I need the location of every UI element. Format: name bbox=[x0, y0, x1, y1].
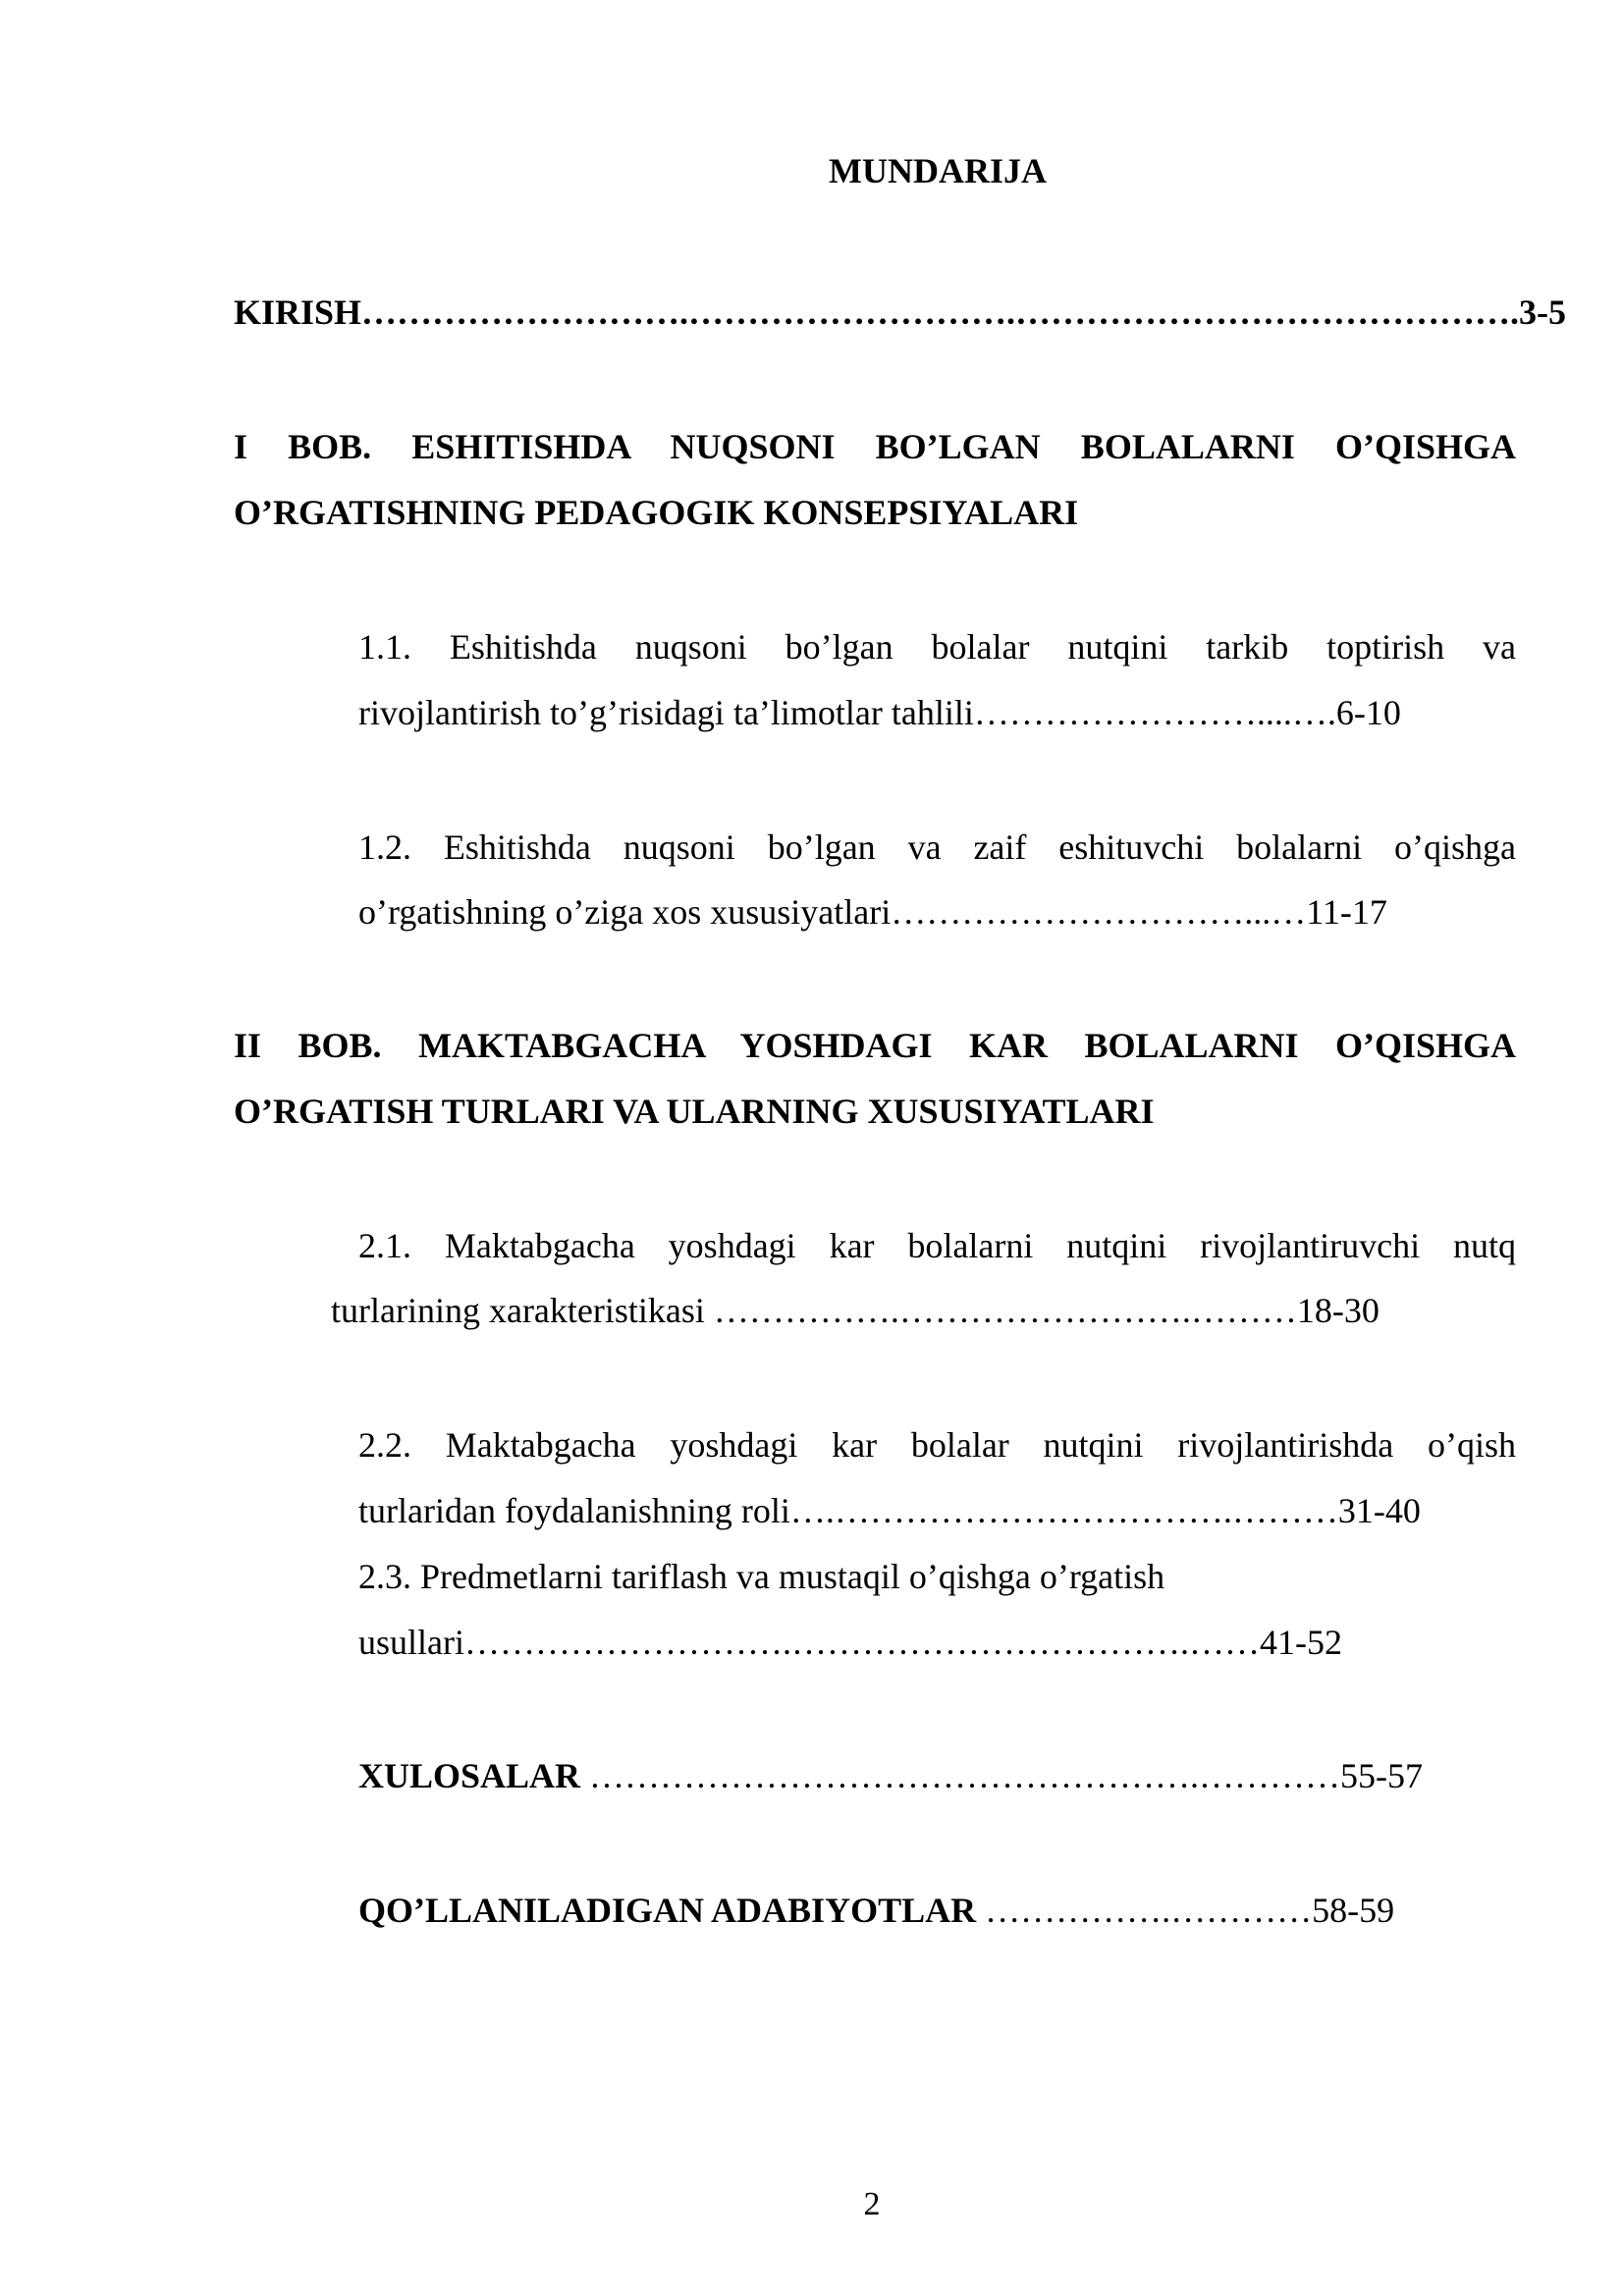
toc-section-2-1-line-1: 2.1. Maktabgacha yoshdagi kar bolalarni nutqini rivojlantiruvchi nutq bbox=[358, 1226, 1516, 1265]
toc-section-2-3-line-1: 2.3. Predmetlarni tariflash va mustaqil o’qishga o’rgatish bbox=[358, 1557, 1165, 1596]
toc-section-2-2-line-1: 2.2. Maktabgacha yoshdagi kar bolalar nutqini rivojlantirishda o’qish bbox=[358, 1425, 1516, 1465]
page-title: MUNDARIJA bbox=[829, 151, 1047, 190]
toc-chapter-1-line-1: I BOB. ESHITISHDA NUQSONI BO’LGAN BOLALARNI O’QISHGA bbox=[234, 427, 1516, 466]
toc-entry-xulosalar bbox=[358, 1754, 1423, 1797]
toc-section-1-1-line-2: rivojlantirish to’g’risidagi ta’limotlar tahlili……………………....….6-10 bbox=[358, 693, 1401, 732]
toc-chapter-2-line-2: O’RGATISH TURLARI VA ULARNING XUSUSIYATLARI bbox=[234, 1092, 1155, 1131]
toc-entry-xulosalar-leader: …………………………………………….…………55-57 bbox=[580, 1756, 1424, 1795]
toc-section-1-2-line-2: o’rgatishning o’ziga xos xususiyatlari…………………………...…11-17 bbox=[358, 892, 1387, 932]
toc-section-2-1-line-2: turlarining xarakteristikasi …………….…………………….………18-30 bbox=[331, 1291, 1380, 1330]
toc-chapter-1-line-2: O’RGATISHNING PEDAGOGIK KONSEPSIYALARI bbox=[234, 493, 1079, 532]
toc-section-2-2-line-2: turlaridan foydalanishning roli….…………………………….………31-40 bbox=[358, 1491, 1421, 1530]
toc-section-2-3-line-2: usullari……………………….…………………………….……41-52 bbox=[358, 1623, 1342, 1662]
page-number: 2 bbox=[863, 2186, 881, 2222]
toc-entry-kirish: KIRISH……………………….……………………….…………………………………….3-5 bbox=[234, 293, 1567, 332]
toc-entry-adabiyotlar bbox=[358, 1889, 1394, 1932]
toc-entry-xulosalar-label: XULOSALAR bbox=[358, 1756, 581, 1795]
toc-entry-adabiyotlar-label: QO’LLANILADIGAN ADABIYOTLAR bbox=[358, 1891, 977, 1930]
toc-section-1-1-line-1: 1.1. Eshitishda nuqsoni bo’lgan bolalar nutqini tarkib toptirish va bbox=[358, 627, 1516, 667]
toc-section-1-2-line-1: 1.2. Eshitishda nuqsoni bo’lgan va zaif eshituvchi bolalarni o’qishga bbox=[358, 828, 1516, 867]
toc-chapter-2-line-1: II BOB. MAKTABGACHA YOSHDAGI KAR BOLALARNI O’QISHGA bbox=[234, 1026, 1516, 1065]
toc-entry-adabiyotlar-leader: …………….…………58-59 bbox=[976, 1891, 1395, 1930]
